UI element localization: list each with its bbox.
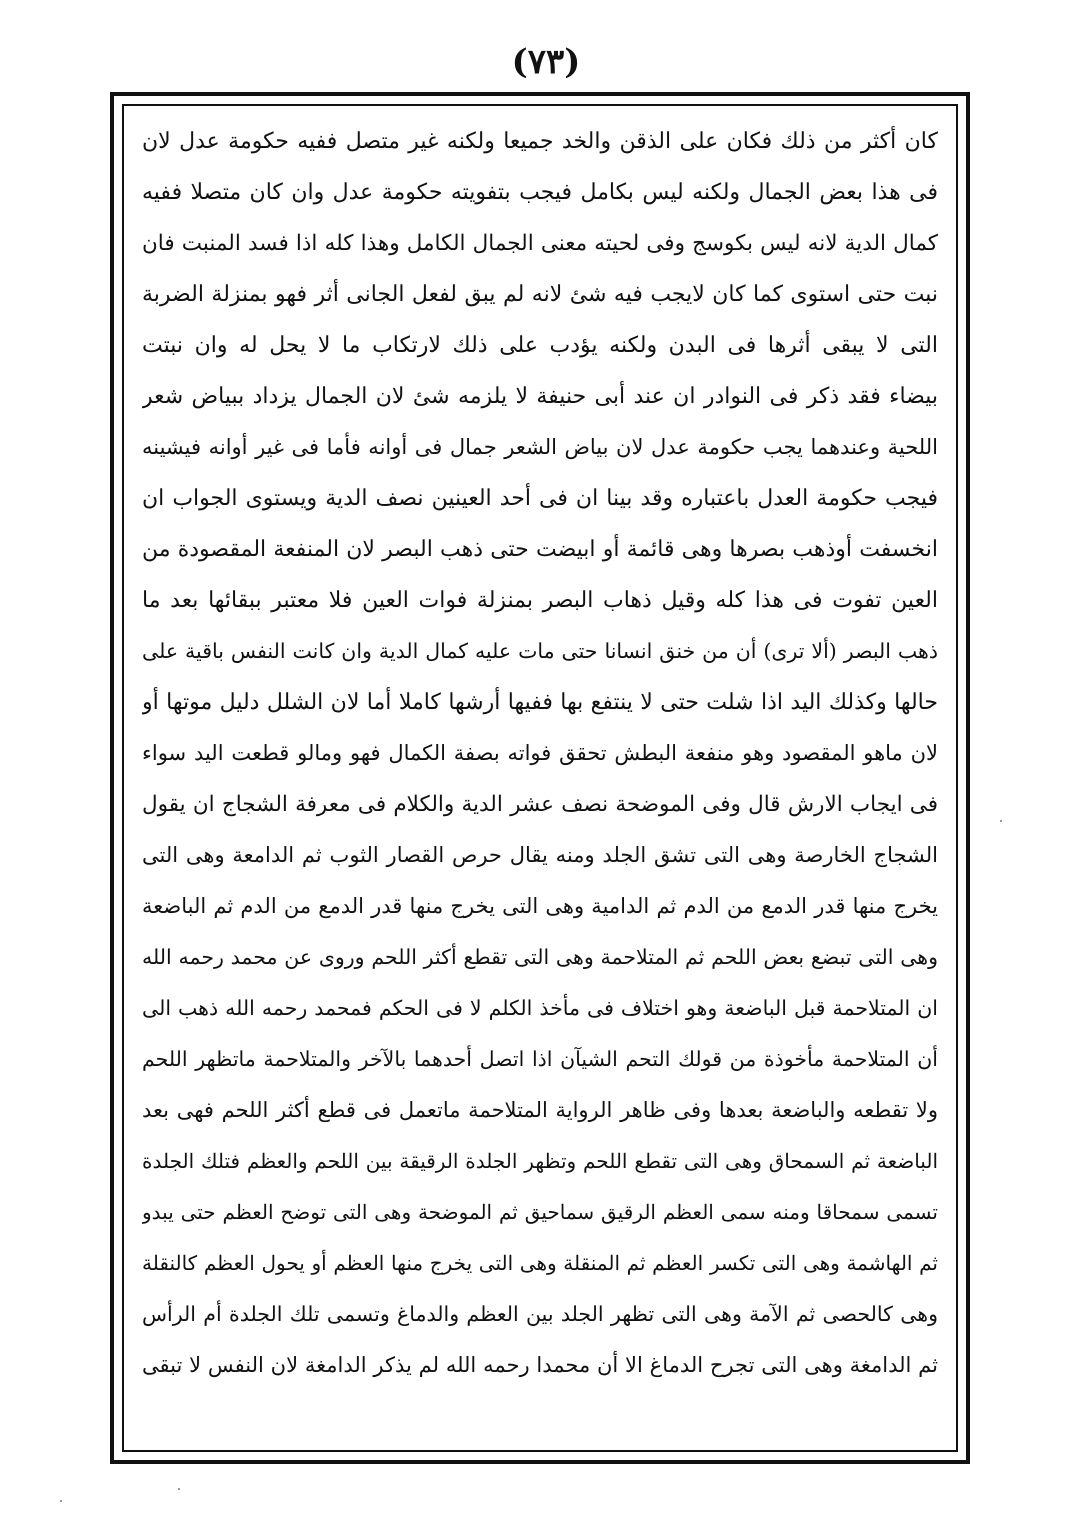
text-line: يخرج منها قدر الدمع من الدم ثم الدامية وهى التى يخرج منها قدر الدمع من الدم ثم الباضعة	[142, 894, 938, 918]
text-line: التى لا يبقى أثرها فى البدن ولكنه يؤدب على ذلك لارتكاب ما لا يحل له وان نبتت	[142, 333, 938, 358]
scan-speck	[178, 1488, 180, 1490]
scan-speck	[1000, 820, 1002, 822]
text-line: نبت حتى استوى كما كان لايجب فيه شئ لانه لم يبق لفعل الجانى أثر فهو بمنزلة الضربة	[142, 282, 938, 307]
text-line: ثم الهاشمة وهى التى تكسر العظم ثم المنقلة وهى التى يخرج منها العظم أو يحول العظم كالنقلة	[142, 1251, 938, 1275]
text-line: أن المتلاحمة مأخوذة من قولك التحم الشيآن اذا اتصل أحدهما بالآخر والمتلاحمة ماتظهر اللحم	[142, 1047, 938, 1071]
text-line: ولا تقطعه والباضعة بعدها وفى ظاهر الرواية المتلاحمة ماتعمل فى قطع أكثر اللحم فهى بعد	[142, 1098, 938, 1122]
text-line: العين تفوت فى هذا كله وقيل ذهاب البصر بمنزلة فوات العين فلا معتبر ببقائها بعد ما	[142, 588, 938, 613]
text-line: وهى كالحصى ثم الآمة وهى التى تظهر الجلد بين العظم والدماغ وتسمى تلك الجلدة أم الرأس	[142, 1302, 938, 1326]
text-line: تسمى سمحاقا ومنه سمى العظم الرقيق سماحيق ثم الموضحة وهى التى توضح العظم حتى يبدو	[142, 1200, 938, 1224]
text-line: انخسفت أوذهب بصرها وهى قائمة أو ابيضت حتى ذهب البصر لان المنفعة المقصودة من	[142, 537, 938, 562]
scan-speck	[60, 1500, 62, 1502]
text-line: لان ماهو المقصود وهو منفعة البطش تحقق فواته بصفة الكمال فهو ومالو قطعت اليد سواء	[142, 741, 938, 765]
text-body	[142, 116, 938, 1442]
text-line: ثم الدامغة وهى التى تجرح الدماغ الا أن محمدا رحمه الله لم يذكر الدامغة لان النفس لا تبقى	[142, 1353, 938, 1377]
text-line: ذهب البصر (ألا ترى) أن من خنق انسانا حتى مات عليه كمال الدية وان كانت النفس باقية على	[142, 639, 938, 663]
text-line: وهى التى تبضع بعض اللحم ثم المتلاحمة وهى التى تقطع أكثر اللحم وروى عن محمد رحمه الله	[142, 945, 938, 969]
page-number: (٧٣)	[511, 42, 581, 82]
text-line: حالها وكذلك اليد اذا شلت حتى لا ينتفع بها ففيها أرشها كاملا أما لان الشلل دليل موتها أو	[142, 690, 938, 715]
text-line: كان أكثر من ذلك فكان على الذقن والخد جميعا ولكنه غير متصل ففيه حكومة عدل لان	[142, 129, 938, 154]
text-line: فى هذا بعض الجمال ولكنه ليس بكامل فيجب بتفويته حكومة عدل وان كان متصلا ففيه	[142, 180, 938, 205]
text-line: بيضاء فقد ذكر فى النوادر ان عند أبى حنيفة لا يلزمه شئ لان الجمال يزداد ببياض شعر	[142, 384, 938, 409]
text-line: الباضعة ثم السمحاق وهى التى تقطع اللحم وتظهر الجلدة الرقيقة بين اللحم والعظم فتلك الجلدة	[142, 1149, 938, 1173]
text-line: كمال الدية لانه ليس بكوسج وفى لحيته معنى الجمال الكامل وهذا كله اذا فسد المنبت فان	[142, 231, 938, 256]
text-line: ان المتلاحمة قبل الباضعة وهو اختلاف فى مأخذ الكلم لا فى الحكم فمحمد رحمه الله ذهب الى	[142, 996, 938, 1020]
text-line: الشجاج الخارصة وهى التى تشق الجلد ومنه يقال حرص القصار الثوب ثم الدامعة وهى التى	[142, 843, 938, 867]
text-line: فى ايجاب الارش قال وفى الموضحة نصف عشر الدية والكلام فى معرفة الشجاج ان يقول	[142, 792, 938, 817]
text-line: فيجب حكومة العدل باعتباره وقد بينا ان فى أحد العينين نصف الدية ويستوى الجواب ان	[142, 486, 938, 511]
text-line: اللحية وعندهما يجب حكومة عدل لان بياض الشعر جمال فى أوانه فأما فى غير أوانه فيشينه	[142, 435, 938, 459]
